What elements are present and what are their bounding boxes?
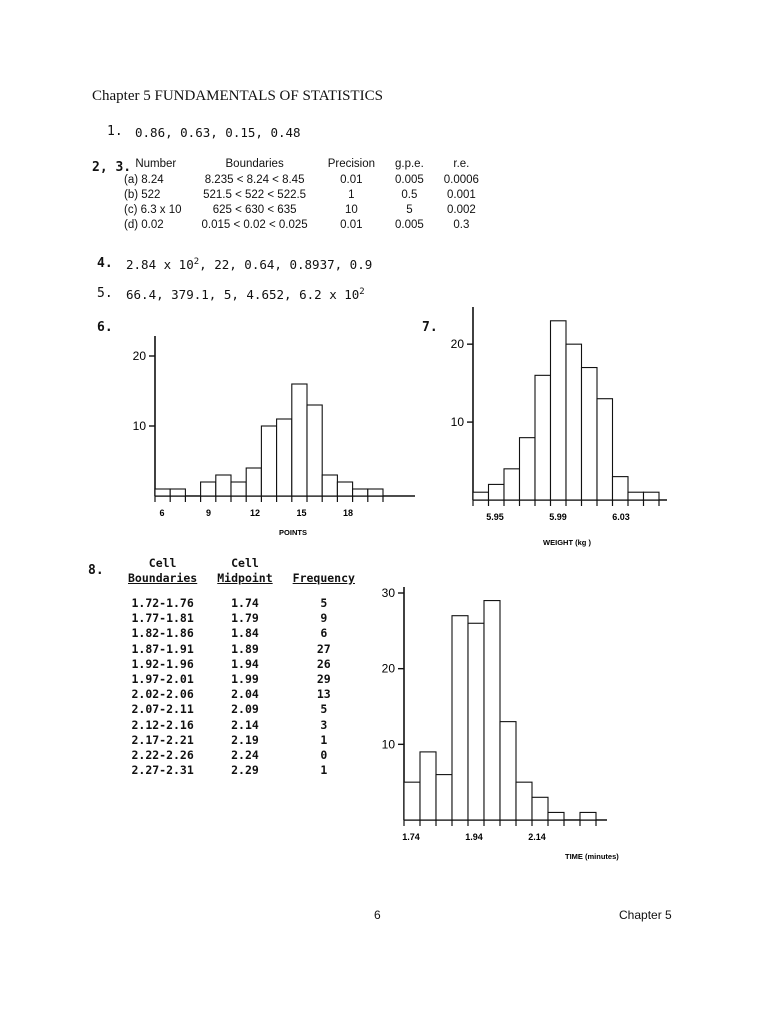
y-tick-label: 20: [381, 661, 395, 676]
boundaries-cell: 1.77-1.81: [131, 611, 194, 626]
frequency-cell: 26: [316, 656, 331, 671]
boundaries-cell: 2.12-2.16: [131, 717, 194, 732]
x-tick-label: 1.74: [402, 832, 420, 842]
x-tick-label: 9: [205, 508, 212, 518]
header-frequency: [283, 556, 365, 586]
histogram-bar: [246, 468, 261, 496]
number-cell: (a) 8.24: [124, 173, 164, 186]
freq-row: [118, 596, 365, 611]
header-cell-boundaries-line2: Boundaries: [128, 571, 198, 585]
midpoint-cell: 1.74: [231, 596, 259, 610]
histogram-bar: [231, 482, 246, 496]
midpoint-cell: 1.79: [231, 611, 259, 626]
freq-row: [118, 642, 365, 657]
midpoint-cell: 2.24: [231, 748, 259, 763]
histogram-bar: [322, 475, 337, 496]
answer-4-label: 4.: [97, 256, 113, 271]
x-tick-label: 12: [249, 508, 261, 518]
boundaries-cell: 2.17-2.21: [131, 732, 194, 747]
histogram-bar: [597, 399, 613, 500]
y-tick-label: 20: [450, 337, 464, 352]
histogram-bar: [473, 492, 489, 500]
precision-cell: 1: [348, 188, 355, 201]
re-cell: 0.3: [453, 218, 470, 231]
midpoint-cell: 1.89: [231, 641, 259, 656]
boundaries-cell: 625 < 630 < 635: [212, 203, 297, 216]
header-cell-boundaries: [118, 556, 207, 586]
y-tick-label: 10: [132, 419, 146, 433]
freq-row: [118, 611, 365, 626]
precision-row: [120, 187, 489, 202]
histogram-bar: [532, 797, 548, 820]
histogram-bar: [307, 405, 322, 496]
histogram-bar: [216, 475, 231, 496]
header-boundaries: Boundaries: [225, 158, 284, 170]
histogram-bar: [484, 601, 500, 820]
number-cell: (d) 0.02: [124, 218, 164, 231]
x-tick-label: 15: [296, 508, 307, 518]
answer-1-text: 0.86, 0.63, 0.15, 0.48: [135, 125, 301, 140]
midpoint-cell: 2.09: [231, 702, 259, 717]
freq-row: [118, 763, 365, 778]
header-number: Number: [135, 158, 177, 170]
frequency-cell: 6: [320, 626, 328, 641]
header-gpe: g.p.e.: [395, 158, 424, 170]
answer-4-text-after: , 22, 0.64, 0.8937, 0.9: [199, 257, 373, 273]
answer-23-label: 2, 3.: [92, 160, 132, 175]
freq-row: [118, 657, 365, 672]
precision-table: [120, 158, 489, 232]
histogram-weight: [445, 305, 675, 550]
frequency-cell: 0: [320, 748, 328, 763]
histogram-bar: [613, 477, 629, 500]
boundaries-cell: 1.87-1.91: [131, 641, 194, 656]
midpoint-cell: 2.04: [231, 687, 259, 702]
histogram-time: [365, 575, 645, 875]
histogram-bar: [566, 344, 582, 500]
frequency-cell: 5: [320, 596, 328, 610]
precision-cell: 0.01: [340, 173, 363, 186]
histogram-bar: [551, 321, 567, 500]
boundaries-cell: 2.22-2.26: [131, 748, 194, 763]
boundaries-cell: 8.235 < 8.24 < 8.45: [204, 173, 305, 186]
histogram-bar: [452, 616, 468, 820]
boundaries-cell: 1.92-1.96: [131, 656, 194, 671]
answer-4: [126, 257, 372, 272]
gpe-cell: 5: [406, 203, 413, 216]
freq-row: [118, 672, 365, 687]
number-cell: (c) 6.3 x 10: [124, 203, 182, 216]
answer-6-label: 6.: [97, 320, 113, 335]
x-tick-label: 2.14: [528, 832, 546, 842]
midpoint-cell: 2.19: [231, 732, 259, 747]
page-title: Chapter 5 FUNDAMENTALS OF STATISTICS: [92, 88, 383, 104]
freq-row: [118, 626, 365, 641]
y-tick-label: 10: [450, 415, 464, 430]
precision-header-row: [120, 158, 489, 172]
histogram-bar: [580, 812, 596, 820]
x-axis-label: WEIGHT (kg ): [543, 538, 591, 547]
re-cell: 0.002: [446, 203, 476, 216]
header-frequency-line2: Frequency: [292, 571, 355, 585]
freq-row: [118, 748, 365, 763]
answer-1-label: 1.: [107, 124, 123, 139]
histogram-bar: [337, 482, 352, 496]
frequency-cell: 9: [320, 611, 328, 626]
y-tick-label: 20: [132, 349, 146, 363]
histogram-bar: [500, 722, 516, 820]
precision-cell: 10: [344, 203, 358, 216]
gpe-cell: 0.005: [395, 218, 424, 231]
freq-row: [118, 702, 365, 717]
frequency-cell: 27: [316, 641, 331, 656]
answer-4-superscript: 2: [193, 257, 200, 267]
histogram-bar: [170, 489, 185, 496]
frequency-table: [118, 556, 365, 778]
histogram-bar: [535, 375, 551, 500]
boundaries-cell: 521.5 < 522 < 522.5: [203, 188, 307, 201]
histogram-bar: [261, 426, 276, 496]
answer-5-superscript: 2: [359, 287, 365, 297]
histogram-bar: [201, 482, 216, 496]
answer-5-label: 5.: [97, 286, 113, 301]
freq-row: [118, 687, 365, 702]
boundaries-cell: 2.02-2.06: [131, 687, 194, 702]
number-cell: (b) 522: [124, 188, 161, 201]
precision-row: [120, 202, 489, 217]
frequency-cell: 1: [320, 763, 328, 778]
answer-8-label: 8.: [88, 563, 104, 578]
gpe-cell: 0.005: [395, 173, 424, 186]
gpe-cell: 0.5: [401, 188, 418, 201]
midpoint-cell: 1.94: [231, 656, 259, 671]
boundaries-cell: 2.27-2.31: [131, 763, 194, 778]
x-tick-label: 18: [342, 508, 354, 518]
re-cell: 0.001: [446, 188, 476, 201]
frequency-cell: 1: [320, 732, 328, 747]
x-tick-label: 5.95: [486, 512, 504, 522]
x-tick-label: 6.03: [612, 512, 630, 522]
midpoint-cell: 1.99: [231, 672, 259, 687]
freq-row: [118, 718, 365, 733]
histogram-bar: [548, 812, 564, 820]
answer-4-text-before: 2.84 x 10: [126, 257, 194, 273]
histogram-bar: [420, 752, 436, 820]
histogram-bar: [404, 782, 420, 820]
answer-5-text: 66.4, 379.1, 5, 4.652, 6.2 x 10: [126, 287, 360, 303]
freq-header-row: [118, 556, 365, 586]
x-tick-label: 1.94: [465, 832, 483, 842]
boundaries-cell: 1.97-2.01: [131, 672, 194, 687]
histogram-bar: [292, 384, 307, 496]
boundaries-cell: 0.015 < 0.02 < 0.025: [201, 218, 308, 231]
x-axis-label: TIME (minutes): [565, 852, 619, 861]
header-cell-boundaries-line1: Cell: [148, 556, 177, 570]
freq-row: [118, 733, 365, 748]
histogram-points: [125, 320, 425, 540]
x-axis-label: POINTS: [279, 528, 307, 537]
answer-7-label: 7.: [422, 320, 438, 335]
precision-cell: 0.01: [340, 218, 363, 231]
frequency-cell: 5: [320, 702, 328, 717]
header-cell-midpoint-line2: Midpoint: [217, 571, 273, 585]
header-re: r.e.: [453, 158, 470, 170]
x-tick-label: 5.99: [549, 512, 567, 522]
boundaries-cell: 2.07-2.11: [131, 702, 194, 717]
histogram-bar: [277, 419, 292, 496]
frequency-cell: 13: [316, 687, 331, 702]
footer-chapter: Chapter 5: [619, 908, 672, 922]
page-number: 6: [374, 908, 381, 922]
histogram-bar: [155, 489, 170, 496]
histogram-bar: [504, 469, 520, 500]
frequency-cell: 29: [316, 672, 331, 687]
y-tick-label: 10: [381, 737, 395, 752]
re-cell: 0.0006: [443, 173, 479, 186]
frequency-cell: 3: [320, 717, 328, 732]
histogram-bar: [468, 623, 484, 820]
x-tick-label: 6: [159, 508, 165, 518]
histogram-bar: [644, 492, 660, 500]
histogram-bar: [489, 484, 505, 500]
boundaries-cell: 1.82-1.86: [131, 626, 194, 641]
header-precision: Precision: [327, 158, 375, 170]
answer-5: [126, 287, 365, 302]
midpoint-cell: 2.29: [231, 763, 259, 778]
header-cell-midpoint: [207, 556, 282, 586]
header-cell-midpoint-line1: Cell: [231, 556, 259, 570]
boundaries-cell: 1.72-1.76: [131, 596, 194, 610]
midpoint-cell: 2.14: [231, 717, 259, 732]
midpoint-cell: 1.84: [231, 626, 259, 641]
histogram-bar: [353, 489, 368, 496]
y-tick-label: 30: [381, 586, 395, 600]
precision-row: [120, 217, 489, 232]
histogram-bar: [520, 438, 536, 500]
histogram-bar: [368, 489, 383, 496]
histogram-bar: [628, 492, 644, 500]
precision-row: [120, 172, 489, 187]
histogram-bar: [516, 782, 532, 820]
histogram-bar: [582, 368, 598, 500]
histogram-bar: [436, 775, 452, 820]
